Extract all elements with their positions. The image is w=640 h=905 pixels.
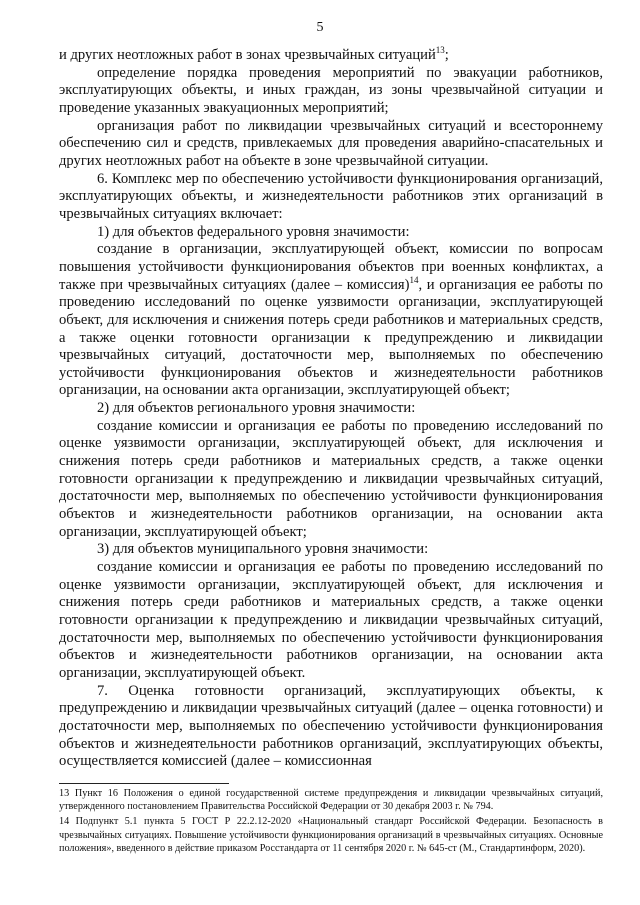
- paragraph-text: 2) для объектов регионального уровня значимости:: [97, 400, 416, 417]
- document-body: [59, 47, 603, 771]
- paragraph-2: [59, 65, 603, 118]
- footnote-ref: 14: [409, 274, 419, 285]
- paragraph-1: [59, 47, 603, 65]
- page-number: 5: [316, 20, 324, 35]
- footnote-ref: 13: [435, 45, 445, 56]
- paragraph-text: ;: [444, 47, 449, 63]
- paragraph-6: [59, 241, 603, 400]
- paragraph-text: создание комиссии и организация ее работы по проведению исследований по оценке уязвимости организации, эксплуатирующей объект, для исключения и снижения потерь среди работников и материальных средств, а также оценки готовности организации к предупреждению и ликвидации чрезвычайных ситуаций, достаточности мер, выполняемых по обеспечению устойчивости функционирования объектов и жизнедеятельности работников организации, на основании акта организации, эксплуатирующей объект;: [59, 417, 603, 540]
- paragraph-4: [59, 171, 603, 224]
- footnote-13: 13 Пункт 16 Положения о единой государственной системе предупреждения и ликвидации чрезвычайных ситуаций, утвержденного постановлением Правительства Российской Федерации от 30 декабря 2003 г. № 794.: [59, 788, 603, 813]
- paragraph-text: 3) для объектов муниципального уровня значимости:: [97, 541, 429, 558]
- paragraph-text: организация работ по ликвидации чрезвычайных ситуаций и всестороннему обеспечению сил и средств, привлекаемых для проведения аварийно-спасательных и других неотложных работ на объекте в зоне чрезвычайной ситуации.: [59, 117, 603, 169]
- paragraph-text: определение порядка проведения мероприятий по эвакуации работников, эксплуатирующих объекты, и иных граждан, из зоны чрезвычайной ситуации и проведение указанных эвакуационных мероприятий;: [59, 64, 603, 116]
- paragraph-8: [59, 418, 603, 542]
- paragraph-text: , и организация ее работы по проведению исследований по оценке уязвимости организации, эксплуатирующей объект, для исключения и снижения потерь среди работников и материальных средств, а также оценки готовности организации к предупреждению и ликвидации чрезвычайных ситуаций, достаточности мер, выполняемых по обеспечению устойчивости функционирования объектов и жизнедеятельности работников организации, на основании акта организации, эксплуатирующей объект;: [59, 276, 603, 399]
- paragraph-text: создание в организации, эксплуатирующей объект, комиссии по вопросам повышения устойчивости функционирования объектов при военных конфликтах, а также при чрезвычайных ситуациях (далее – комиссия): [59, 241, 603, 293]
- paragraph-9: [59, 541, 603, 559]
- paragraph-10: [59, 559, 603, 683]
- footnote-14: 14 Подпункт 5.1 пункта 5 ГОСТ Р 22.2.12-2020 «Национальный стандарт Российской Федерации. Безопасность в чрезвычайных ситуациях. Повышение устойчивости функционирования организаций в чрезвычайных ситуациях. Основные положения», введенного в действие приказом Росстандарта от 11 сентября 2020 г. № 645-ст (М., Стандартинформ, 2020).: [59, 816, 603, 854]
- footnote-separator: [59, 783, 229, 784]
- paragraph-3: [59, 118, 603, 171]
- paragraph-text: 7. Оценка готовности организаций, эксплуатирующих объекты, к предупреждению и ликвидации чрезвычайных ситуаций (далее – оценка готовности) и достаточности мер, выполняемых по обеспечению устойчивости функционирования объектов и жизнедеятельности работников организаций, эксплуатирующих объекты, осуществляется комиссией (далее – комиссионная: [59, 682, 603, 770]
- paragraph-11: [59, 683, 603, 771]
- footnotes: [59, 787, 603, 857]
- paragraph-text: 6. Комплекс мер по обеспечению устойчивости функционирования организаций, эксплуатирующих объекты, и жизнедеятельности работников этих организаций в чрезвычайных ситуациях включает:: [59, 170, 603, 222]
- paragraph-text: и других неотложных работ в зонах чрезвычайных ситуаций: [59, 47, 436, 63]
- paragraph-7: [59, 400, 603, 418]
- paragraph-text: 1) для объектов федерального уровня значимости:: [97, 223, 410, 240]
- paragraph-text: создание комиссии и организация ее работы по проведению исследований по оценке уязвимости организации, эксплуатирующей объект, для исключения и снижения потерь среди работников и материальных средств, а также оценки готовности организации к предупреждению и ликвидации чрезвычайных ситуаций, достаточности мер, выполняемых по обеспечению устойчивости функционирования объектов и жизнедеятельности работников организации, на основании акта организации, эксплуатирующей объект.: [59, 559, 603, 681]
- paragraph-5: [59, 224, 603, 242]
